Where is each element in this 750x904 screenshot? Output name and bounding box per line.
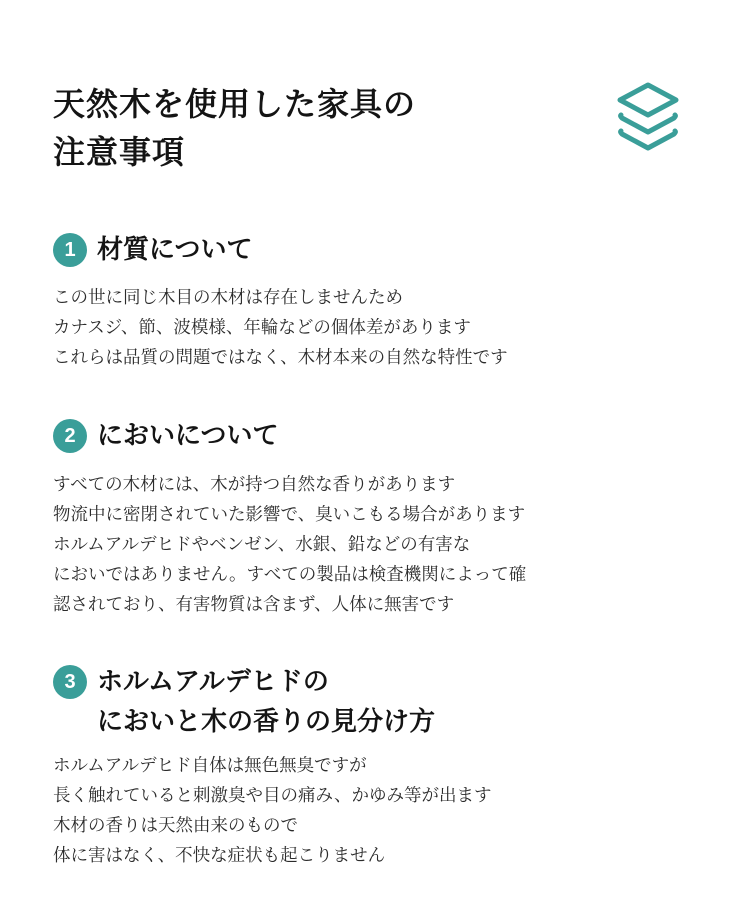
- body-line: これらは品質の問題ではなく、木材本来の自然な特性です: [53, 348, 508, 368]
- section-number-badge: 1: [53, 233, 87, 267]
- body-line: 物流中に密閉されていた影響で、臭いこもる場合があります: [53, 505, 526, 525]
- body-line: カナスジ、節、波模様、年輪などの個体差があります: [53, 318, 471, 338]
- body-line: 長く触れていると刺激臭や目の痛み、かゆみ等が出ます: [53, 786, 492, 806]
- layer-middle: [621, 115, 676, 132]
- section-heading: [53, 230, 713, 270]
- body-line: 体に害はなく、不快な症状も起こりません: [53, 846, 386, 866]
- section-title-line-2: においと木の香りの見分け方: [97, 707, 436, 737]
- section-title: ホルムアルデヒドの: [97, 667, 329, 697]
- section-body: [53, 470, 713, 620]
- section-smell: [53, 416, 713, 620]
- section-title: 材質について: [97, 235, 253, 265]
- body-line: この世に同じ木目の木材は存在しませんため: [53, 288, 403, 308]
- section-heading: [53, 416, 713, 456]
- body-line: ホルムアルデヒド自体は無色無臭ですが: [53, 756, 367, 776]
- section-title: においについて: [97, 421, 279, 451]
- section-heading: [53, 662, 713, 742]
- page-title-line-1: 天然木を使用した家具の: [53, 85, 417, 123]
- body-line: すべての木材には、木が持つ自然な香りがあります: [53, 475, 456, 495]
- layer-top: [620, 85, 676, 115]
- section-body: [53, 751, 713, 871]
- body-line: 認されており、有害物質は含まず、人体に無害です: [53, 595, 455, 615]
- section-number-badge: 3: [53, 665, 87, 699]
- section-number-badge: 2: [53, 419, 87, 453]
- page-title: [53, 80, 416, 176]
- stacked-layers-icon: [614, 80, 682, 152]
- section-body: [53, 283, 713, 373]
- body-line: においではありません。すべての製品は検査機関によって確: [53, 565, 527, 585]
- body-line: 木材の香りは天然由来のもので: [53, 816, 298, 836]
- page-title-line-2: 注意事項: [53, 133, 186, 171]
- body-line: ホルムアルデヒドやベンゼン、水銀、鉛などの有害な: [53, 535, 471, 555]
- section-material: [53, 230, 713, 373]
- section-formaldehyde: [53, 662, 713, 871]
